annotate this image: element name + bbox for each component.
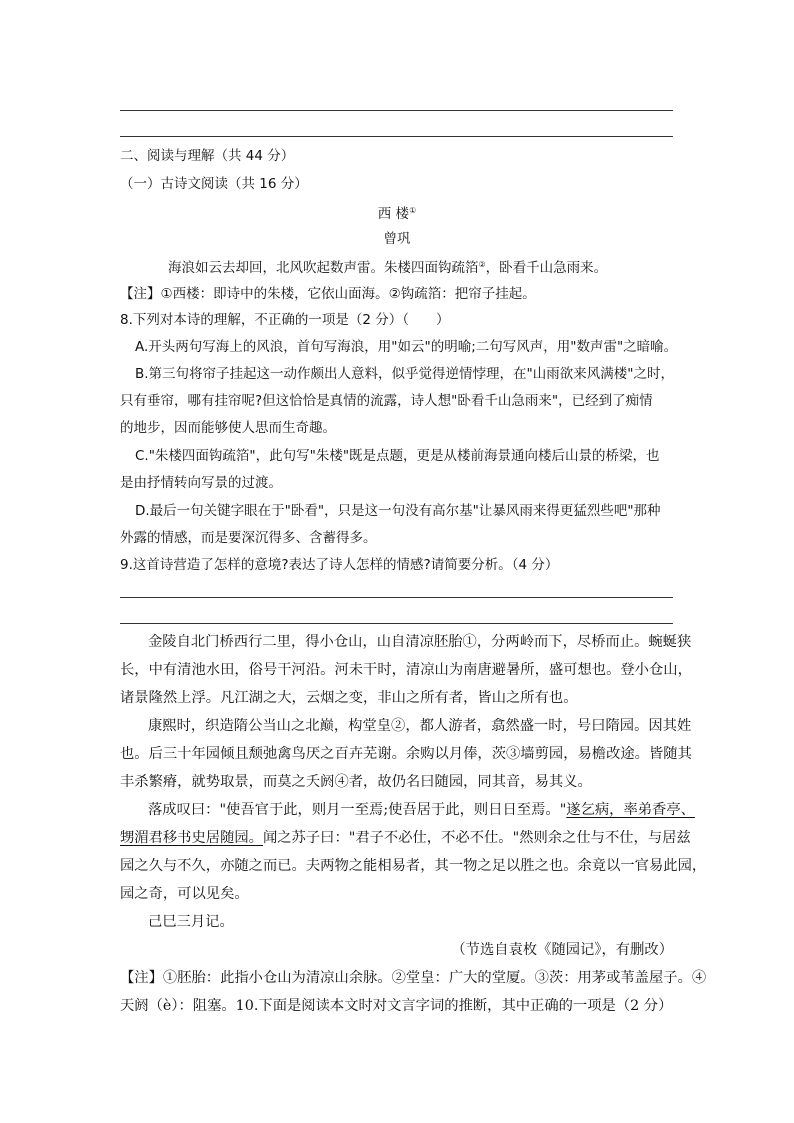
answer-line [120,110,673,111]
underlined-sentence: 遂乞病，率弟香亭、 [566,802,695,818]
option-c-cont: 是由抒情转向写景的过渡。 [120,475,282,491]
option-b: B.第三句将帘子挂起这一动作颇出人意料，似乎觉得逆情悖理，在"山雨欲来风满楼"之时， [135,366,674,382]
prose-paragraph-1: 金陵自北门桥西行二里，得小仓山，山自清凉胚胎①，分两岭而下，尽桥而止。蜿蜒狭 [148,634,692,650]
poem-title-text: 西 楼 [377,206,410,222]
prose-text: 闻之苏子曰："君子不必仕，不必不仕。"然则余之仕与不仕，与居兹 [262,830,691,846]
option-d: D.最后一句关键字眼在于"卧看"，只是这一句没有高尔基"让暴风雨来得更猛烈些吧"那种 [135,503,661,519]
prose-line: 丰杀繁瘠，就势取景，而莫之夭阏④者，故仍名曰随园，同其音，易其义。 [120,774,592,790]
option-a: A.开头两句写海上的风浪，首句写海浪，用"如云"的明喻;二句写风声，用"数声雷"之暗喻。 [135,339,678,355]
prose-paragraph-2: 康熙时，织造隋公当山之北巅，构堂皇②，都人游者，翕然盛一时，号曰隋园。因其姓 [148,718,692,734]
poem-note: 【注】①西楼：即诗中的朱楼，它依山面海。②钩疏箔：把帘子挂起。 [120,286,536,302]
section-subtitle: （一）古诗文阅读（共 16 分） [120,176,308,192]
prose-line: 长，中有清池水田，俗号干河沿。河未干时，清凉山为南唐避暑所，盛可想也。登小仓山， [120,662,692,678]
poem-title [0,201,794,224]
option-d-cont: 外露的情感，而是要深沉得多、含蓄得多。 [120,530,377,546]
underlined-sentence: 甥湄君移书史居随园。 [120,830,263,846]
poem-line [168,255,728,278]
question-9-stem: 9.这首诗营造了怎样的意境?表达了诗人怎样的情感?请简要分析。（4 分） [120,557,559,573]
note-mark: ② [478,260,486,269]
prose-line: 园之奇，可以见矣。 [120,886,249,902]
prose-note-cont: 天阏（è）：阻塞。10.下面是阅读本文时对文言字词的推断，其中正确的一项是（2 分） [120,998,673,1014]
answer-line [120,623,673,624]
prose-line: 也。后三十年园倾且颓弛禽鸟厌之百卉芜谢。余购以月俸，茨③墙剪园，易檐改途。皆随其 [120,746,692,762]
answer-line [120,597,673,598]
answer-line [120,136,673,137]
prose-paragraph-3 [148,800,708,820]
section-title: 二、阅读与理解（共 44 分） [120,148,295,164]
option-c: C."朱楼四面钩疏箔"，此句写"朱楼"既是点题，更是从楼前海景通向楼后山景的桥梁，也 [135,448,660,464]
question-8-stem: 8.下列对本诗的理解，不正确的一项是（2 分）（ ） [120,312,450,328]
poem-author: 曾巩 [383,231,411,247]
prose-line: 诸景隆然上浮。凡江湖之大，云烟之变，非山之所有者，皆山之所有也。 [120,690,578,706]
prose-note: 【注】①胚胎：此指小仓山为清凉山余脉。②堂皇：广大的堂厦。③茨：用茅或苇盖屋子。④ [120,970,707,986]
prose-text: 落成叹曰："使吾官于此，则月一至焉;使吾居于此，则日日至焉。" [148,802,567,818]
prose-line [120,828,691,848]
note-mark: ① [409,206,417,215]
option-b-cont: 的地步，因而能够使人思而生奇趣。 [120,420,336,436]
poem-text: ，卧看千山急雨来。 [485,260,608,276]
prose-source: （节选自袁枚《随园记》，有删改） [451,942,673,958]
prose-date: 己巳三月记。 [148,914,234,930]
option-b-cont: 只有垂帘，哪有挂帘呢?但这恰恰是真情的流露，诗人想"卧看千山急雨来"，已经到了痴情 [120,393,653,409]
poem-text: 海浪如云去却回，北风吹起数声雷。朱楼四面钩疏箔 [168,260,479,276]
prose-line: 园之久与不久，亦随之而已。夫两物之能相易者，其一物之足以胜之也。余竟以一官易此园， [120,858,707,874]
